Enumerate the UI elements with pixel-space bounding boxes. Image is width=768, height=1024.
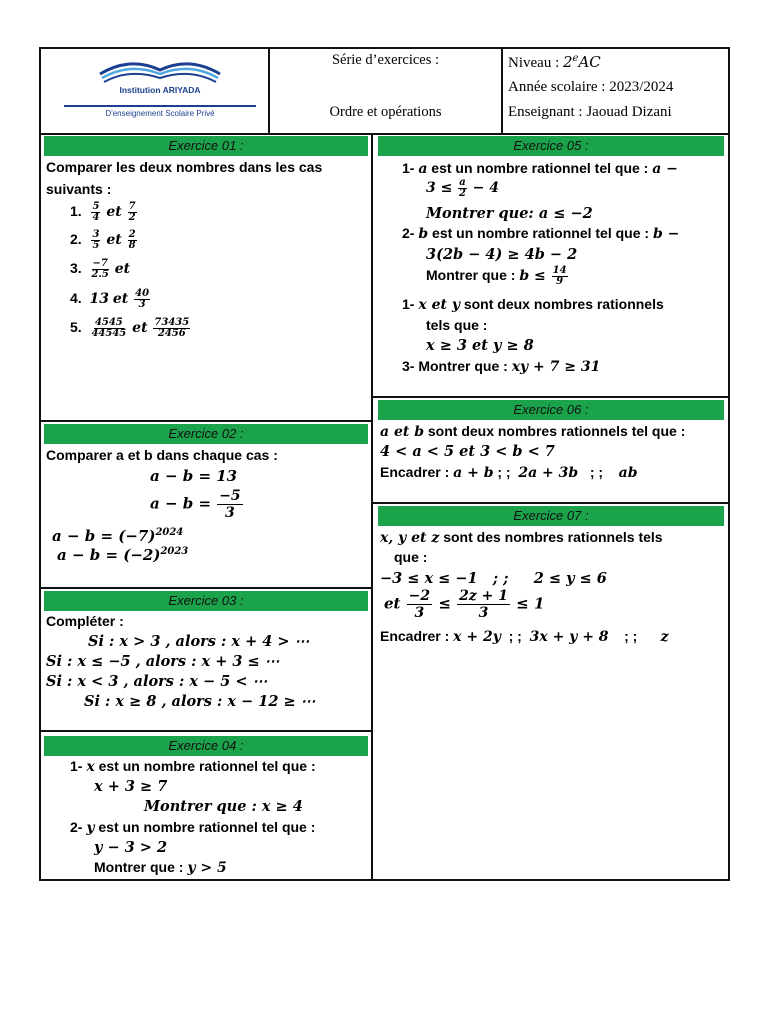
ex07-line-4: et $\frac{-2}{3}$ ≤ $\frac{2z + 1}{3}$ ≤ 1: [384, 588, 545, 621]
teacher-name: Enseignant : Jaouad Dizani: [508, 104, 672, 120]
ex05-cond-3: x ≥ 3 et y ≥ 8: [426, 337, 534, 354]
ex02-case-2: a − b = $\frac{-5}{3}$: [150, 488, 241, 521]
ex03-title: Exercice 03 :: [44, 591, 368, 611]
ex05-cond-1: 3 ≤ $\frac{a}{2}$ − 4: [426, 177, 499, 199]
ex02-case-3: $a - b = (-7)^{2024}$: [52, 527, 184, 545]
ex01-item-5: 5. $\frac{4545}{44545}$ et $\frac{73435}{2456}$: [70, 317, 190, 339]
ex05-title: Exercice 05 :: [378, 136, 724, 156]
ex03-intro: Compléter :: [46, 613, 124, 629]
ex06-title: Exercice 06 :: [378, 400, 724, 420]
school-logo: [60, 52, 260, 130]
ex06-line-2: 4 < a < 5 et 3 < b < 7: [380, 443, 555, 460]
chapter-title: Ordre et opérations: [329, 104, 442, 120]
header-divider-2: [501, 47, 503, 133]
logo-name: Institution ARIYADA: [119, 85, 201, 95]
ex04-part-1: 1- x est un nombre rationnel tel que :: [70, 758, 316, 775]
ex05-bottom-line: [371, 396, 730, 398]
column-divider: [371, 133, 373, 881]
ex01-item-1: 1. $\frac{5}{4}$ et $\frac{7}{2}$: [70, 201, 136, 223]
ex04-show-1: Montrer que : x ≥ 4: [144, 798, 303, 815]
school-year: Année scolaire : 2023/2024: [508, 79, 674, 95]
logo-tagline: D'enseignement Scolaire Privé: [105, 109, 215, 118]
serie-title: Série d’exercices :: [331, 52, 440, 68]
ex03-line-4: Si : x ≥ 8 , alors : x − 12 ≥ ⋯: [84, 693, 316, 710]
ex01-bottom-line: [39, 420, 372, 422]
ex03-line-3: Si : x < 3 , alors : x − 5 < ⋯: [46, 673, 268, 690]
niveau-label: Niveau :: [508, 55, 563, 71]
niveau-suffix: AC: [578, 53, 601, 71]
ex07-line-1: x, y et z sont des nombres rationnels tels: [380, 529, 663, 546]
ex05-part-3b: tels que :: [426, 317, 488, 333]
ex01-title: Exercice 01 :: [44, 136, 368, 156]
ex05-part-2: 2- b est un nombre rationnel tel que : b −: [402, 225, 680, 242]
header-bottom-line: [39, 133, 730, 135]
ex02-intro: Comparer a et b dans chaque cas :: [46, 447, 278, 463]
ex06-bottom-line: [371, 502, 730, 504]
ex03-line-2: Si : x ≤ −5 , alors : x + 3 ≤ ⋯: [46, 653, 280, 670]
ex04-cond-1: x + 3 ≥ 7: [94, 778, 168, 795]
ex01-item-4: 4. 13 et $\frac{40}{3}$: [70, 288, 150, 310]
ex05-show-2: Montrer que : b ≤ $\frac{14}{9}$: [426, 265, 567, 287]
ex02-case-1: a − b = 13: [150, 467, 238, 485]
ex04-show-2: Montrer que : y > 5: [94, 859, 227, 876]
ex01-item-2: 2. $\frac{3}{5}$ et $\frac{2}{8}$: [70, 229, 136, 251]
ex07-line-3: −3 ≤ x ≤ −1 ; ; 2 ≤ y ≤ 6: [380, 570, 607, 587]
niveau-sup: e: [572, 53, 579, 64]
ex07-line-5: Encadrer : x + 2y ; ; 3x + y + 8 ; ; z: [380, 628, 669, 645]
ex04-part-2: 2- y est un nombre rationnel tel que :: [70, 819, 316, 836]
ex01-item-3: 3. $\frac{-7}{2.5}$ et: [70, 258, 131, 280]
ex02-title: Exercice 02 :: [44, 424, 368, 444]
ex05-part-1: 1- a est un nombre rationnel tel que : a −: [402, 160, 678, 177]
niveau-value: 2: [562, 53, 573, 71]
niveau-line: [508, 53, 601, 72]
ex01-intro-1: Comparer les deux nombres dans les cas: [46, 159, 323, 175]
ex05-show-1: Montrer que: a ≤ −2: [426, 205, 593, 222]
ex05-part-3: 1- x et y sont deux nombres rationnels: [402, 296, 664, 313]
ex03-bottom-line: [39, 730, 372, 732]
ex07-title: Exercice 07 :: [378, 506, 724, 526]
ex06-line-1: a et b sont deux nombres rationnels tel que :: [380, 423, 686, 440]
ex02-bottom-line: [39, 587, 372, 589]
ex01-intro-2: suivants :: [46, 181, 112, 197]
ex03-line-1: Si : x > 3 , alors : x + 4 > ⋯: [88, 633, 310, 650]
ex04-title: Exercice 04 :: [44, 736, 368, 756]
ex05-part-4: 3- Montrer que : xy + 7 ≥ 31: [402, 358, 601, 375]
ex07-line-2: que :: [394, 549, 428, 565]
ex05-cond-2: 3(2b − 4) ≥ 4b − 2: [426, 246, 578, 263]
ex04-cond-2: y − 3 > 2: [94, 839, 168, 856]
ex06-line-3: Encadrer : a + b ; ; 2a + 3b ; ; ab: [380, 464, 638, 481]
ex02-case-4: $a - b = (-2)^{2023}$: [57, 546, 189, 564]
